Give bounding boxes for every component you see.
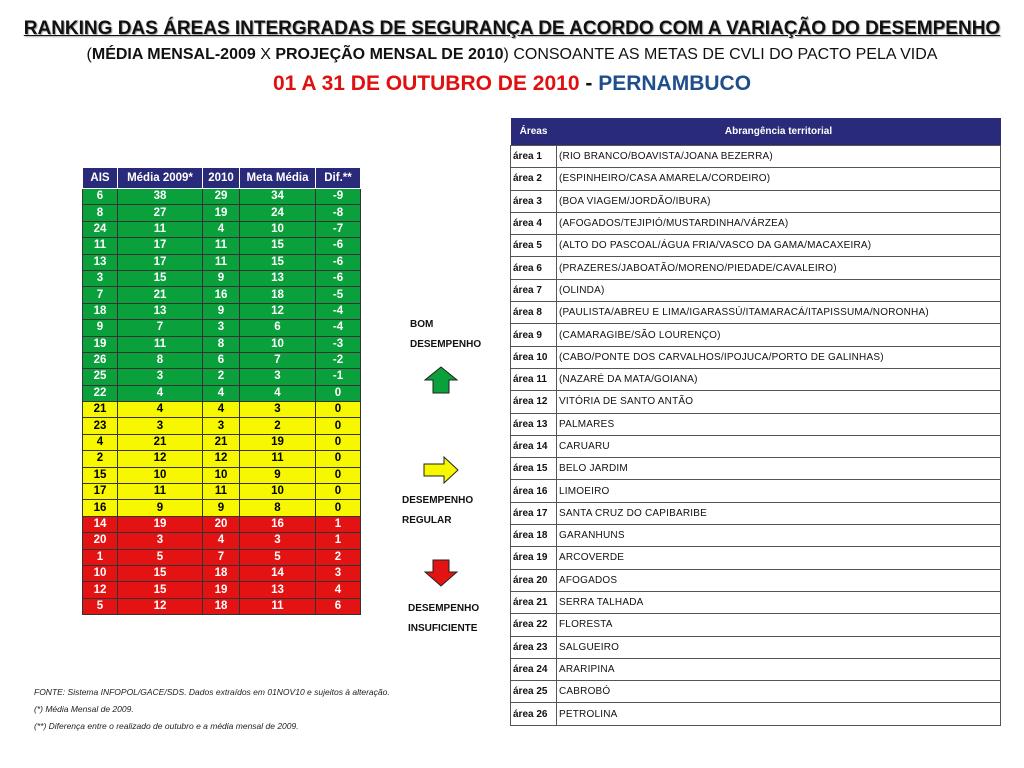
cell-2010: 11 bbox=[203, 238, 240, 254]
cell-dif: 0 bbox=[316, 402, 361, 418]
cell-2010: 21 bbox=[203, 434, 240, 450]
cell-meta-media: 3 bbox=[240, 402, 316, 418]
cell-dif: 6 bbox=[316, 598, 361, 614]
cell-area: área 18 bbox=[511, 525, 557, 547]
areas-header-row bbox=[511, 118, 1001, 146]
cell-media-2009: 27 bbox=[118, 205, 203, 221]
cell-territory: CABROBÓ bbox=[557, 681, 1001, 703]
cell-media-2009: 8 bbox=[118, 352, 203, 368]
cell-territory: BELO JARDIM bbox=[557, 458, 1001, 480]
source-note: FONTE: Sistema INFOPOL/GACE/SDS. Dados extraídos em 01NOV10 e sujeitos à alteração. bbox=[34, 687, 390, 697]
cell-media-2009: 13 bbox=[118, 303, 203, 319]
cell-2010: 4 bbox=[203, 385, 240, 401]
cell-dif: 2 bbox=[316, 549, 361, 565]
cell-ais: 9 bbox=[83, 320, 118, 336]
ranking-row bbox=[83, 582, 361, 598]
cell-media-2009: 21 bbox=[118, 434, 203, 450]
cell-2010: 19 bbox=[203, 205, 240, 221]
cell-area: área 3 bbox=[511, 190, 557, 212]
cell-2010: 8 bbox=[203, 336, 240, 352]
cell-territory: GARANHUNS bbox=[557, 525, 1001, 547]
cell-area: área 17 bbox=[511, 502, 557, 524]
cell-area: área 1 bbox=[511, 146, 557, 168]
cell-media-2009: 5 bbox=[118, 549, 203, 565]
area-row bbox=[511, 591, 1001, 613]
cell-area: área 13 bbox=[511, 413, 557, 435]
ranking-row bbox=[83, 221, 361, 237]
cell-media-2009: 3 bbox=[118, 418, 203, 434]
cell-dif: -6 bbox=[316, 254, 361, 270]
area-row bbox=[511, 146, 1001, 168]
cell-area: área 25 bbox=[511, 681, 557, 703]
cell-territory: SERRA TALHADA bbox=[557, 591, 1001, 613]
ranking-table bbox=[82, 167, 361, 615]
cell-meta-media: 8 bbox=[240, 500, 316, 516]
cell-meta-media: 13 bbox=[240, 270, 316, 286]
cell-2010: 16 bbox=[203, 287, 240, 303]
cell-ais: 23 bbox=[83, 418, 118, 434]
area-row bbox=[511, 614, 1001, 636]
cell-territory: (ESPINHEIRO/CASA AMARELA/CORDEIRO) bbox=[557, 168, 1001, 190]
cell-meta-media: 14 bbox=[240, 565, 316, 581]
area-row bbox=[511, 168, 1001, 190]
legend-regular-label: DESEMPENHO REGULAR bbox=[402, 495, 474, 526]
cell-dif: -8 bbox=[316, 205, 361, 221]
col-meta-media-header: Meta Média bbox=[240, 168, 316, 189]
cell-meta-media: 9 bbox=[240, 467, 316, 483]
cell-meta-media: 16 bbox=[240, 516, 316, 532]
cell-ais: 8 bbox=[83, 205, 118, 221]
cell-area: área 14 bbox=[511, 435, 557, 457]
cell-2010: 11 bbox=[203, 484, 240, 500]
ranking-row bbox=[83, 189, 361, 205]
cell-media-2009: 17 bbox=[118, 238, 203, 254]
area-row bbox=[511, 413, 1001, 435]
area-row bbox=[511, 391, 1001, 413]
cell-dif: -6 bbox=[316, 270, 361, 286]
cell-dif: 0 bbox=[316, 451, 361, 467]
cell-meta-media: 11 bbox=[240, 451, 316, 467]
cell-media-2009: 4 bbox=[118, 402, 203, 418]
cell-area: área 24 bbox=[511, 658, 557, 680]
cell-territory: (PRAZERES/JABOATÃO/MORENO/PIEDADE/CAVALEIRO) bbox=[557, 257, 1001, 279]
cell-media-2009: 3 bbox=[118, 369, 203, 385]
cell-meta-media: 6 bbox=[240, 320, 316, 336]
cell-territory: AFOGADOS bbox=[557, 569, 1001, 591]
cell-ais: 15 bbox=[83, 467, 118, 483]
cell-meta-media: 4 bbox=[240, 385, 316, 401]
cell-meta-media: 10 bbox=[240, 336, 316, 352]
ranking-row bbox=[83, 500, 361, 516]
footnote-diferenca: (**) Diferença entre o realizado de outubro e a média mensal de 2009. bbox=[34, 721, 299, 731]
cell-media-2009: 17 bbox=[118, 254, 203, 270]
cell-meta-media: 12 bbox=[240, 303, 316, 319]
cell-territory: (OLINDA) bbox=[557, 279, 1001, 301]
cell-dif: 0 bbox=[316, 484, 361, 500]
area-row bbox=[511, 279, 1001, 301]
ranking-row bbox=[83, 451, 361, 467]
ranking-row bbox=[83, 336, 361, 352]
state-name: PERNAMBUCO bbox=[598, 72, 752, 95]
cell-ais: 10 bbox=[83, 565, 118, 581]
ranking-row bbox=[83, 287, 361, 303]
area-row bbox=[511, 636, 1001, 658]
cell-territory: VITÓRIA DE SANTO ANTÃO bbox=[557, 391, 1001, 413]
area-row bbox=[511, 658, 1001, 680]
cell-meta-media: 3 bbox=[240, 369, 316, 385]
cell-meta-media: 24 bbox=[240, 205, 316, 221]
cell-meta-media: 19 bbox=[240, 434, 316, 450]
cell-media-2009: 12 bbox=[118, 451, 203, 467]
cell-media-2009: 15 bbox=[118, 270, 203, 286]
cell-area: área 9 bbox=[511, 324, 557, 346]
ranking-row bbox=[83, 598, 361, 614]
cell-meta-media: 11 bbox=[240, 598, 316, 614]
cell-ais: 7 bbox=[83, 287, 118, 303]
area-row bbox=[511, 235, 1001, 257]
area-row bbox=[511, 302, 1001, 324]
cell-media-2009: 11 bbox=[118, 336, 203, 352]
cell-meta-media: 15 bbox=[240, 238, 316, 254]
cell-territory: (CABO/PONTE DOS CARVALHOS/IPOJUCA/PORTO DE GALINHAS) bbox=[557, 346, 1001, 368]
area-row bbox=[511, 435, 1001, 457]
cell-ais: 25 bbox=[83, 369, 118, 385]
area-row bbox=[511, 525, 1001, 547]
cell-territory: ARARIPINA bbox=[557, 658, 1001, 680]
cell-dif: -4 bbox=[316, 320, 361, 336]
cell-media-2009: 21 bbox=[118, 287, 203, 303]
cell-area: área 22 bbox=[511, 614, 557, 636]
cell-area: área 6 bbox=[511, 257, 557, 279]
period-title: 01 A 31 DE OUTUBRO DE 2010 - PERNAMBUCO bbox=[272, 72, 752, 95]
footnotes bbox=[34, 684, 390, 735]
area-row bbox=[511, 368, 1001, 390]
cell-dif: -6 bbox=[316, 238, 361, 254]
cell-meta-media: 34 bbox=[240, 189, 316, 205]
ranking-row bbox=[83, 549, 361, 565]
cell-media-2009: 9 bbox=[118, 500, 203, 516]
cell-territory: CARUARU bbox=[557, 435, 1001, 457]
cell-ais: 6 bbox=[83, 189, 118, 205]
cell-ais: 5 bbox=[83, 598, 118, 614]
area-row bbox=[511, 257, 1001, 279]
cell-meta-media: 18 bbox=[240, 287, 316, 303]
ranking-row bbox=[83, 320, 361, 336]
cell-meta-media: 15 bbox=[240, 254, 316, 270]
cell-dif: -1 bbox=[316, 369, 361, 385]
page-title: RANKING DAS ÁREAS INTERGRADAS DE SEGURANÇA DE ACORDO COM A VARIAÇÃO DO DESEMPENHO bbox=[23, 18, 1001, 39]
cell-ais: 12 bbox=[83, 582, 118, 598]
cell-area: área 2 bbox=[511, 168, 557, 190]
footnote-media: (*) Média Mensal de 2009. bbox=[34, 704, 134, 714]
cell-area: área 12 bbox=[511, 391, 557, 413]
legend-bad-label: DESEMPENHO INSUFICIENTE bbox=[408, 603, 480, 634]
cell-media-2009: 3 bbox=[118, 533, 203, 549]
cell-dif: -3 bbox=[316, 336, 361, 352]
cell-area: área 7 bbox=[511, 279, 557, 301]
cell-media-2009: 15 bbox=[118, 565, 203, 581]
cell-ais: 13 bbox=[83, 254, 118, 270]
cell-area: área 23 bbox=[511, 636, 557, 658]
cell-2010: 12 bbox=[203, 451, 240, 467]
cell-territory: LIMOEIRO bbox=[557, 480, 1001, 502]
area-row bbox=[511, 502, 1001, 524]
ranking-row bbox=[83, 467, 361, 483]
cell-ais: 19 bbox=[83, 336, 118, 352]
col-areas-header: Áreas bbox=[511, 118, 557, 146]
page-subtitle: (MÉDIA MENSAL-2009 X PROJEÇÃO MENSAL DE 2010) CONSOANTE AS METAS DE CVLI DO PACTO PELA VIDA bbox=[86, 46, 938, 63]
cell-2010: 3 bbox=[203, 320, 240, 336]
cell-dif: -9 bbox=[316, 189, 361, 205]
col-2010-header: 2010 bbox=[203, 168, 240, 189]
cell-ais: 17 bbox=[83, 484, 118, 500]
cell-2010: 6 bbox=[203, 352, 240, 368]
cell-ais: 26 bbox=[83, 352, 118, 368]
cell-territory: SANTA CRUZ DO CAPIBARIBE bbox=[557, 502, 1001, 524]
cell-area: área 4 bbox=[511, 212, 557, 234]
cell-meta-media: 3 bbox=[240, 533, 316, 549]
cell-dif: 0 bbox=[316, 434, 361, 450]
legend-good-label: BOM DESEMPENHO bbox=[410, 319, 482, 350]
area-row bbox=[511, 190, 1001, 212]
col-dif-header: Dif.** bbox=[316, 168, 361, 189]
cell-media-2009: 10 bbox=[118, 467, 203, 483]
cell-meta-media: 2 bbox=[240, 418, 316, 434]
cell-area: área 16 bbox=[511, 480, 557, 502]
cell-2010: 18 bbox=[203, 598, 240, 614]
ranking-row bbox=[83, 434, 361, 450]
cell-area: área 21 bbox=[511, 591, 557, 613]
cell-area: área 26 bbox=[511, 703, 557, 725]
cell-meta-media: 13 bbox=[240, 582, 316, 598]
cell-territory: (RIO BRANCO/BOAVISTA/JOANA BEZERRA) bbox=[557, 146, 1001, 168]
cell-territory: (BOA VIAGEM/JORDÃO/IBURA) bbox=[557, 190, 1001, 212]
cell-2010: 20 bbox=[203, 516, 240, 532]
col-ais-header: AIS bbox=[83, 168, 118, 189]
cell-media-2009: 19 bbox=[118, 516, 203, 532]
cell-territory: (NAZARÉ DA MATA/GOIANA) bbox=[557, 368, 1001, 390]
ranking-row bbox=[83, 533, 361, 549]
cell-meta-media: 10 bbox=[240, 221, 316, 237]
area-row bbox=[511, 458, 1001, 480]
cell-area: área 11 bbox=[511, 368, 557, 390]
area-row bbox=[511, 681, 1001, 703]
cell-meta-media: 10 bbox=[240, 484, 316, 500]
ranking-row bbox=[83, 565, 361, 581]
ranking-row bbox=[83, 369, 361, 385]
area-row bbox=[511, 480, 1001, 502]
arrow-up-icon bbox=[424, 366, 458, 394]
cell-dif: 1 bbox=[316, 533, 361, 549]
cell-media-2009: 11 bbox=[118, 484, 203, 500]
area-row bbox=[511, 547, 1001, 569]
ranking-row bbox=[83, 254, 361, 270]
cell-media-2009: 4 bbox=[118, 385, 203, 401]
cell-ais: 21 bbox=[83, 402, 118, 418]
cell-dif: 0 bbox=[316, 500, 361, 516]
cell-2010: 29 bbox=[203, 189, 240, 205]
cell-2010: 11 bbox=[203, 254, 240, 270]
cell-territory: FLORESTA bbox=[557, 614, 1001, 636]
cell-territory: SALGUEIRO bbox=[557, 636, 1001, 658]
ranking-row bbox=[83, 402, 361, 418]
area-row bbox=[511, 569, 1001, 591]
ranking-row bbox=[83, 352, 361, 368]
cell-area: área 20 bbox=[511, 569, 557, 591]
areas-table bbox=[510, 118, 1001, 726]
arrow-down-icon bbox=[424, 559, 458, 587]
area-row bbox=[511, 324, 1001, 346]
area-row bbox=[511, 346, 1001, 368]
cell-2010: 9 bbox=[203, 500, 240, 516]
ranking-row bbox=[83, 205, 361, 221]
cell-territory: PALMARES bbox=[557, 413, 1001, 435]
ranking-row bbox=[83, 303, 361, 319]
cell-media-2009: 11 bbox=[118, 221, 203, 237]
subtitle-projecao-2010: PROJEÇÃO MENSAL DE 2010 bbox=[275, 46, 504, 63]
cell-2010: 9 bbox=[203, 270, 240, 286]
ranking-row bbox=[83, 516, 361, 532]
cell-dif: 3 bbox=[316, 565, 361, 581]
cell-meta-media: 5 bbox=[240, 549, 316, 565]
cell-dif: 4 bbox=[316, 582, 361, 598]
subtitle-media-2009: MÉDIA MENSAL-2009 bbox=[91, 46, 256, 63]
arrow-right-icon bbox=[423, 456, 459, 484]
ranking-header-row bbox=[83, 168, 361, 189]
cell-area: área 8 bbox=[511, 302, 557, 324]
cell-ais: 11 bbox=[83, 238, 118, 254]
cell-2010: 4 bbox=[203, 533, 240, 549]
cell-ais: 20 bbox=[83, 533, 118, 549]
cell-territory: PETROLINA bbox=[557, 703, 1001, 725]
cell-2010: 7 bbox=[203, 549, 240, 565]
ranking-row bbox=[83, 238, 361, 254]
col-media-2009-header: Média 2009* bbox=[118, 168, 203, 189]
cell-media-2009: 15 bbox=[118, 582, 203, 598]
cell-territory: ARCOVERDE bbox=[557, 547, 1001, 569]
cell-2010: 4 bbox=[203, 402, 240, 418]
ranking-row bbox=[83, 484, 361, 500]
col-territorio-header: Abrangência territorial bbox=[557, 118, 1001, 146]
cell-area: área 19 bbox=[511, 547, 557, 569]
cell-dif: -2 bbox=[316, 352, 361, 368]
ranking-row bbox=[83, 270, 361, 286]
cell-media-2009: 7 bbox=[118, 320, 203, 336]
cell-ais: 14 bbox=[83, 516, 118, 532]
cell-ais: 24 bbox=[83, 221, 118, 237]
cell-territory: (PAULISTA/ABREU E LIMA/IGARASSÚ/ITAMARACÁ/ITAPISSUMA/NORONHA) bbox=[557, 302, 1001, 324]
cell-area: área 5 bbox=[511, 235, 557, 257]
cell-2010: 10 bbox=[203, 467, 240, 483]
cell-media-2009: 38 bbox=[118, 189, 203, 205]
cell-territory: (CAMARAGIBE/SÃO LOURENÇO) bbox=[557, 324, 1001, 346]
cell-dif: 0 bbox=[316, 467, 361, 483]
cell-media-2009: 12 bbox=[118, 598, 203, 614]
cell-area: área 10 bbox=[511, 346, 557, 368]
cell-dif: 0 bbox=[316, 385, 361, 401]
cell-dif: -5 bbox=[316, 287, 361, 303]
cell-2010: 2 bbox=[203, 369, 240, 385]
cell-ais: 22 bbox=[83, 385, 118, 401]
cell-2010: 18 bbox=[203, 565, 240, 581]
cell-meta-media: 7 bbox=[240, 352, 316, 368]
ranking-row bbox=[83, 385, 361, 401]
cell-2010: 9 bbox=[203, 303, 240, 319]
cell-2010: 4 bbox=[203, 221, 240, 237]
period-dates: 01 A 31 DE OUTUBRO DE 2010 bbox=[272, 72, 580, 95]
cell-dif: 1 bbox=[316, 516, 361, 532]
cell-2010: 3 bbox=[203, 418, 240, 434]
area-row bbox=[511, 703, 1001, 725]
cell-territory: (AFOGADOS/TEJIPIÓ/MUSTARDINHA/VÁRZEA) bbox=[557, 212, 1001, 234]
ranking-row bbox=[83, 418, 361, 434]
cell-dif: 0 bbox=[316, 418, 361, 434]
cell-ais: 4 bbox=[83, 434, 118, 450]
cell-ais: 16 bbox=[83, 500, 118, 516]
area-row bbox=[511, 212, 1001, 234]
cell-area: área 15 bbox=[511, 458, 557, 480]
cell-ais: 18 bbox=[83, 303, 118, 319]
cell-territory: (ALTO DO PASCOAL/ÁGUA FRIA/VASCO DA GAMA/MACAXEIRA) bbox=[557, 235, 1001, 257]
cell-2010: 19 bbox=[203, 582, 240, 598]
cell-ais: 3 bbox=[83, 270, 118, 286]
cell-dif: -7 bbox=[316, 221, 361, 237]
cell-ais: 1 bbox=[83, 549, 118, 565]
cell-dif: -4 bbox=[316, 303, 361, 319]
cell-ais: 2 bbox=[83, 451, 118, 467]
